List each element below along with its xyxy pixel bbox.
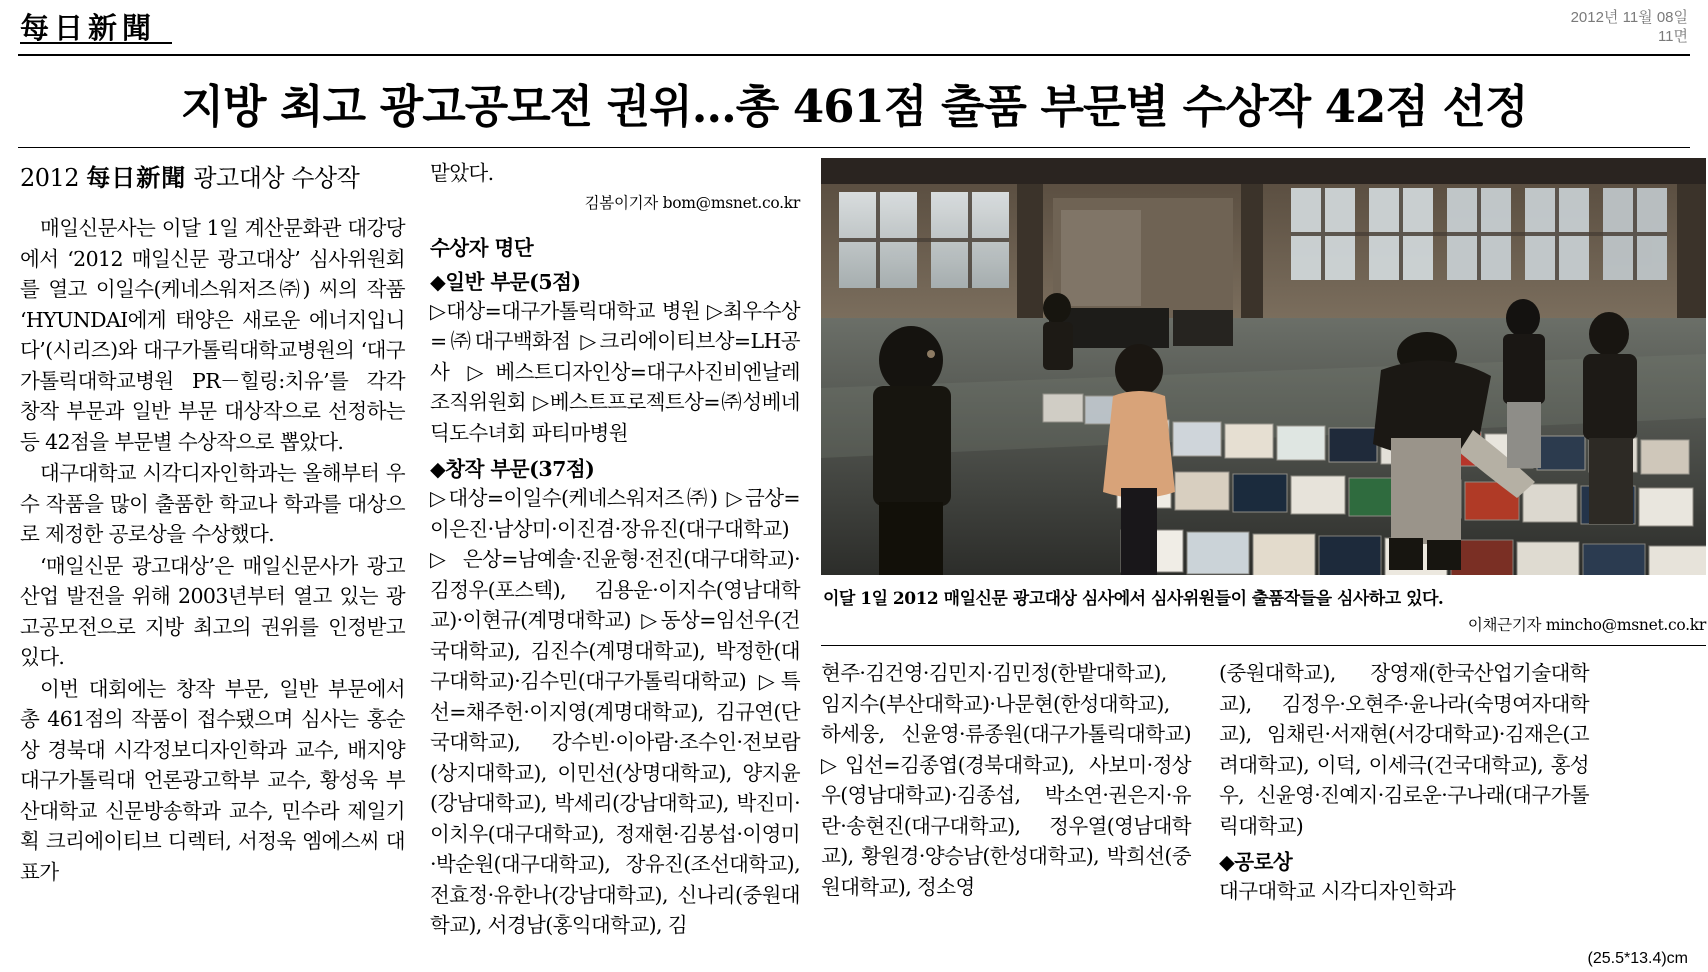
- merit-winner: 대구대학교 시각디자인학과: [1219, 879, 1456, 903]
- photo-caption: 이달 1일 2012 매일신문 광고대상 심사에서 심사위원들이 출품작들을 심사하고 있다.: [823, 589, 1444, 609]
- dimension-note: (25.5*13.4)cm: [1587, 950, 1688, 967]
- person-back-left: [1043, 293, 1073, 370]
- category-merit: ◆공로상: [1219, 850, 1293, 874]
- byline-reporter: 김봄이기자 bom@msnet.co.kr: [584, 193, 800, 212]
- paragraph: 맡았다.: [430, 161, 494, 185]
- paragraph: 매일신문사는 이달 1일 계산문화관 대강당에서 ‘2012 매일신문 광고대상’ 심사위원회를 열고 이일수(케네스워저즈㈜) 씨의 작품 ‘HYUNDAI에게 태양은 새로운 에너지입니다’(시리즈)와 대구가톨릭대학교병원의 ‘대구가톨릭대학교병원 PR－힐링:치유’를 각각 창작 부문과 일반 부문 대상작으로 선정하는 등 42점을 부문별 수상작으로 뽑았다.: [20, 216, 405, 454]
- subhead-post: 광고대상 수상작: [186, 164, 360, 192]
- lower-columns: [821, 658, 1706, 908]
- general-winners: ▷대상=대구가톨릭대학교 병원 ▷최우수상=㈜대구백화점 ▷크리에이티브상=LH공사 ▷베스트디자인상=대구사진비엔날레 조직위원회 ▷베스트프로젝트상=㈜성베네딕도수녀회 파티마병원: [430, 298, 800, 445]
- article-column-3: [821, 658, 1191, 908]
- person-far-right: [1503, 299, 1545, 468]
- paragraph: 이번 대회에는 창작 부문, 일반 부문에서 총 461점의 작품이 접수됐으며 심사는 홍순상 경북대 시각정보디자인학과 교수, 배지양 대구가톨릭대 언론광고학부 교수, 황성욱 부산대학교 신문방송학과 교수, 민수라 제일기획 크리에이티브 디렉터, 서정욱 엠에스씨 대표가: [20, 676, 405, 884]
- masthead: [18, 6, 1690, 52]
- photo-credit: 이채근기자 mincho@msnet.co.kr: [1467, 616, 1706, 634]
- photo-and-lower-columns: [821, 158, 1706, 908]
- newspaper-logo: 每日新聞: [20, 11, 157, 45]
- page-number: 11면: [1657, 28, 1688, 45]
- creative-winners-cont: (중원대학교), 장영재(한국산업기술대학교), 김정우·오현주·윤나라(숙명여자대학교), 임채린·서재현(서강대학교)·김재은(고려대학교), 이덕, 이세극(건국대학교), 홍성우, 신윤영·진예지·김로운·구나래(대구가톨릭대학교): [1219, 661, 1589, 838]
- paragraph: 대구대학교 시각디자인학과는 올해부터 우수 작품을 많이 출품한 학교나 학과를 대상으로 제정한 공로상을 수상했다.: [20, 461, 405, 546]
- paragraph: ‘매일신문 광고대상’은 매일신문사가 광고산업 발전을 위해 2003년부터 열고 있는 광고공모전으로 지방 최고의 권위를 인정받고 있다.: [20, 553, 405, 669]
- rule-under-photo: [821, 645, 1706, 646]
- body-wrap: [18, 158, 1706, 968]
- publication-date: 2012년 11월 08일: [1570, 9, 1688, 26]
- article-column-2: [430, 158, 800, 942]
- person-left: [873, 326, 951, 575]
- rule-under-headline: [18, 147, 1690, 148]
- subhead-logo: 每日新聞: [86, 163, 187, 192]
- photo-illustration: [821, 158, 1706, 575]
- page-headline: 지방 최고 광고공모전 권위…총 461점 출품 부문별 수상작 42점 선정: [180, 80, 1528, 133]
- news-photo: [821, 158, 1706, 575]
- category-general: ◆일반 부문(5점): [430, 269, 581, 294]
- logo-underline: [20, 42, 172, 44]
- subhead-pre: 2012: [20, 164, 87, 192]
- article-column-1: [20, 158, 405, 888]
- category-creative: ◆창작 부문(37점): [430, 457, 595, 481]
- masthead-date-block: [1571, 8, 1688, 46]
- article-subhead: [20, 158, 405, 193]
- article-column-4: [1219, 658, 1589, 908]
- creative-winners-cont: 현주·김건영·김민지·김민정(한밭대학교), 임지수(부산대학교)·나문현(한성대학교), 하세웅, 신윤영·류종원(대구가톨릭대학교) ▷입선=김종엽(경북대학교), 사보미·정상우(영남대학교)·김종섭, 박소연·권은지·유란·송현진(대구대학교), 정우열(영남대학교), 황원경·양승남(한성대학교), 박희선(중원대학교), 정소영: [821, 661, 1191, 899]
- creative-winners: ▷대상=이일수(케네스워저즈㈜) ▷금상=이은진·남상미·이진겸·장유진(대구대학교) ▷은상=남예솔·진윤형·전진(대구대학교)·김정우(포스텍), 김용운·이지수(영남대학교)·이현규(계명대학교) ▷동상=임선우(건국대학교), 김진수(계명대학교), 박정한(대구대학교)·김수민(대구가톨릭대학교) ▷특선=채주헌·이지영(계명대학교), 김규연(단국대학교), 강수빈·이아람·조수인·전보람(상지대학교), 이민선(상명대학교), 양지윤(강남대학교), 박세리(강남대학교), 박진미·이치우(대구대학교), 정재현·김봉섭·이영미·박순원(대구대학교), 장유진(조선대학교), 전효정·유한나(강남대학교), 신나리(중원대학교), 서경남(홍익대학교), 김: [430, 486, 800, 937]
- winners-list-title: 수상자 명단: [430, 235, 534, 260]
